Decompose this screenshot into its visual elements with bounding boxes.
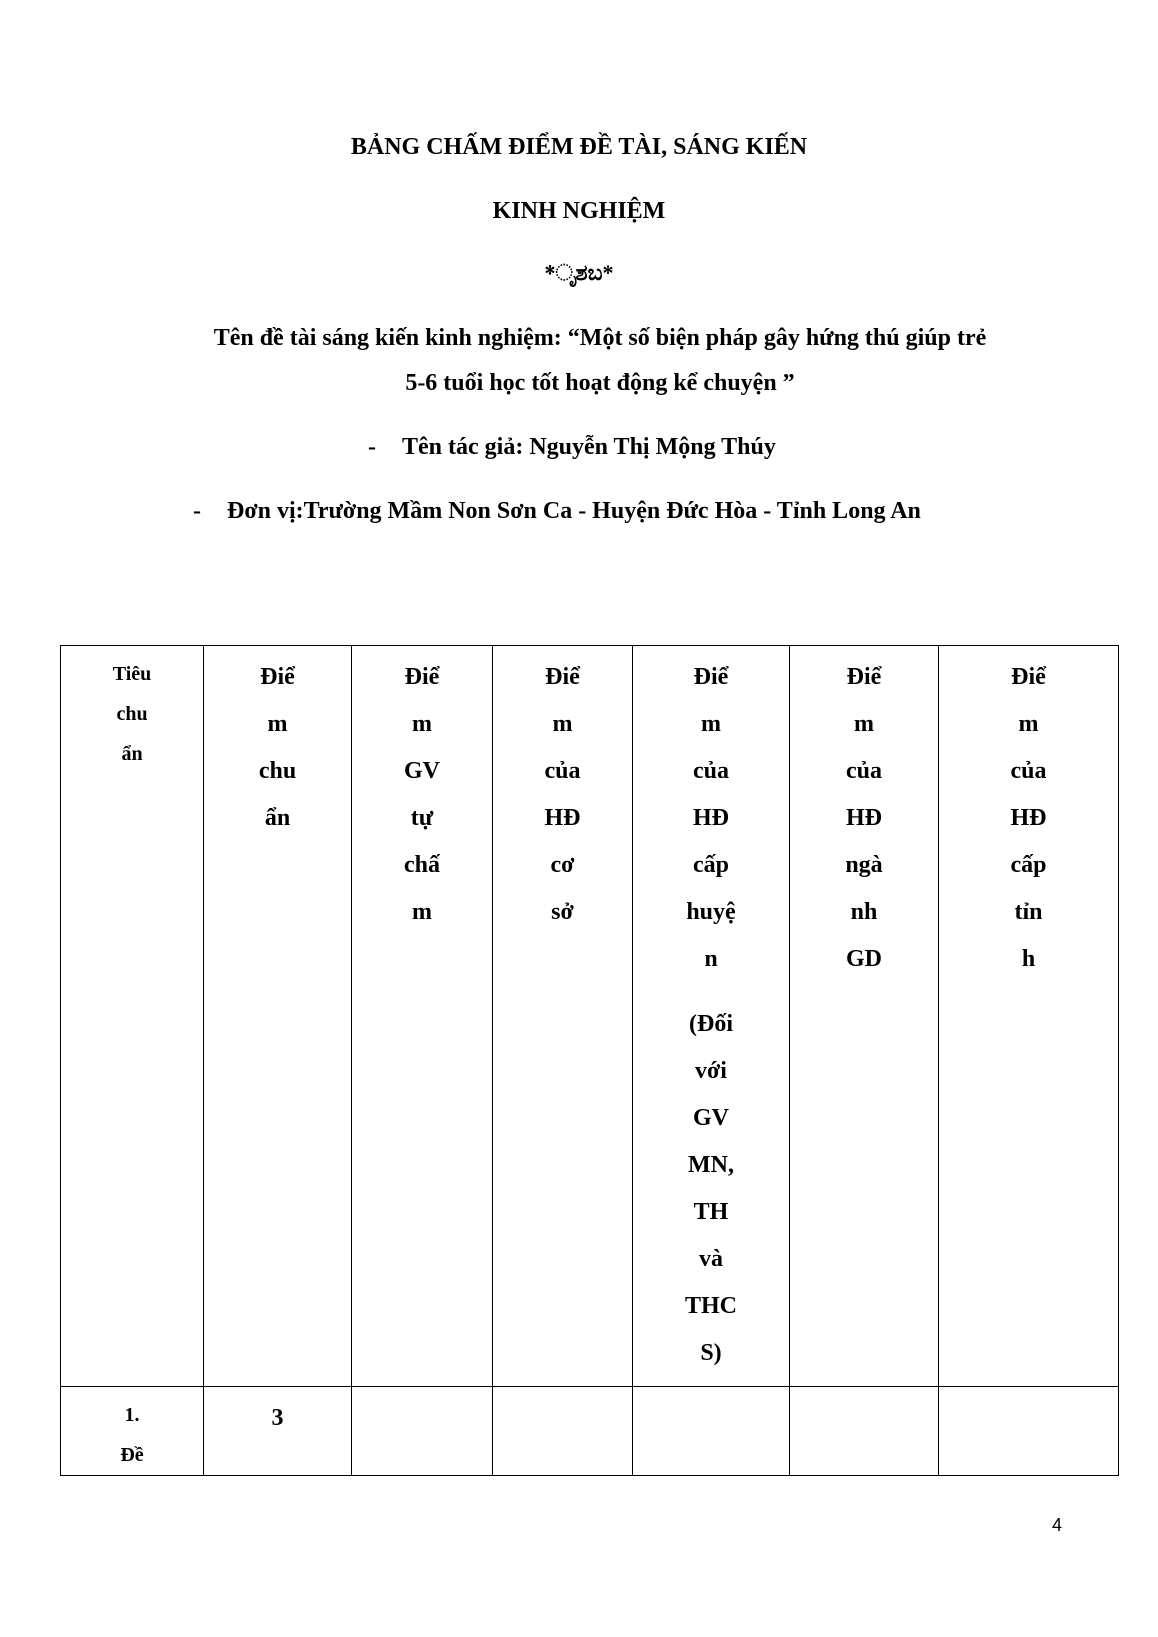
- header-standard-part: m: [267, 711, 288, 737]
- header-huyen-part: m: [701, 711, 721, 737]
- header-nganh-part: ngà: [845, 852, 883, 878]
- header-nganh-part: nh: [850, 899, 878, 925]
- header-province-council-score-text: [939, 654, 1118, 983]
- header-teacher-self-score: [352, 646, 493, 1387]
- unit-line: [193, 496, 921, 526]
- row-standard-score-wrap: [204, 1395, 351, 1442]
- document-title-line-1: BẢNG CHẤM ĐIỂM ĐỀ TÀI, SÁNG KIẾN: [350, 134, 808, 160]
- header-gv-part: Điể: [404, 664, 440, 690]
- header-tinh-part: HĐ: [1010, 805, 1047, 831]
- header-tinh-part: cấp: [1010, 852, 1047, 878]
- header-school-council-score: [493, 646, 633, 1387]
- header-nganh-part: m: [854, 711, 874, 737]
- row-criterion-text: [61, 1395, 203, 1475]
- author-line: [368, 432, 776, 462]
- header-note-part: GV: [693, 1105, 729, 1131]
- header-gv-part: m: [412, 711, 432, 737]
- header-gv-part: GV: [404, 758, 440, 784]
- row-standard-score-cell: [204, 1387, 352, 1476]
- header-tinh-part: Điể: [1011, 664, 1046, 690]
- header-gv-part: chấ: [404, 852, 440, 878]
- unit-dash: -: [193, 498, 201, 524]
- header-gv-part: tự: [410, 805, 434, 831]
- header-district-council-score-text: [633, 654, 789, 983]
- header-huyen-part: n: [704, 946, 718, 972]
- topic-line-2: 5-6 tuổi học tốt hoạt động kể chuyện ”: [405, 370, 795, 396]
- header-huyen-part: HĐ: [693, 805, 729, 831]
- header-criterion-part: Tiêu: [112, 663, 152, 685]
- header-standard-part: ẩn: [264, 805, 291, 831]
- header-tinh-part: tỉn: [1014, 899, 1043, 925]
- table-header-row: [61, 646, 1119, 1387]
- header-note-part: TH: [693, 1199, 729, 1225]
- header-note-part: S): [700, 1340, 722, 1366]
- header-tinh-part: m: [1018, 711, 1039, 737]
- header-huyen-part: huyệ: [686, 899, 736, 925]
- row-standard-score-value: 3: [271, 1405, 284, 1431]
- author-dash: -: [368, 434, 376, 460]
- header-school-council-score-text: [493, 654, 632, 936]
- header-coso-part: cơ: [550, 852, 575, 878]
- header-teacher-self-score-text: [352, 654, 492, 936]
- ornament-divider: *ೃಶಬ*: [544, 260, 614, 285]
- header-tinh-part: của: [1010, 758, 1047, 784]
- header-huyen-part: cấp: [693, 852, 729, 878]
- header-note-part: THC: [684, 1293, 737, 1319]
- header-criterion: [61, 646, 204, 1387]
- header-criterion-part: chu: [116, 703, 148, 725]
- header-note-part: với: [695, 1058, 727, 1084]
- row-education-dept-score-cell[interactable]: [790, 1387, 939, 1476]
- header-note-part: MN,: [688, 1152, 734, 1178]
- header-coso-part: sở: [551, 899, 574, 925]
- header-district-note: [633, 1001, 789, 1377]
- header-education-dept-score: [790, 646, 939, 1387]
- header-nganh-part: của: [846, 758, 882, 784]
- header-criterion-part: ẩn: [121, 743, 143, 765]
- document-title-line-2: KINH NGHIỆM: [492, 198, 666, 224]
- header-standard-score-text: [204, 654, 351, 842]
- header-province-council-score: [939, 646, 1119, 1387]
- score-table: [60, 645, 1119, 1476]
- header-tinh-part: h: [1021, 946, 1036, 972]
- unit-text: Đơn vị:Trường Mầm Non Sơn Ca - Huyện Đức Hòa - Tỉnh Long An: [227, 498, 921, 524]
- header-coso-part: m: [552, 711, 573, 737]
- table-row: [61, 1387, 1119, 1476]
- header-nganh-part: GD: [846, 946, 882, 972]
- topic-line-1: Tên đề tài sáng kiến kinh nghiệm: “Một số biện pháp gây hứng thú giúp trẻ: [213, 325, 987, 351]
- header-coso-part: của: [544, 758, 581, 784]
- header-criterion-text: [61, 654, 203, 774]
- header-coso-part: HĐ: [544, 805, 581, 831]
- header-nganh-part: Điể: [846, 664, 882, 690]
- header-huyen-part: của: [693, 758, 729, 784]
- header-gv-part: m: [412, 899, 432, 925]
- header-huyen-part: Điể: [693, 664, 729, 690]
- row-district-council-score-cell[interactable]: [633, 1387, 790, 1476]
- row-criterion-part: 1.: [124, 1404, 140, 1426]
- page-number: 4: [1052, 1515, 1063, 1535]
- row-province-council-score-cell[interactable]: [939, 1387, 1119, 1476]
- header-note-part: và: [699, 1246, 723, 1272]
- header-nganh-part: HĐ: [846, 805, 882, 831]
- header-note-part: (Đối: [689, 1011, 733, 1037]
- row-criterion-cell: [61, 1387, 204, 1476]
- row-criterion-part: Đề: [120, 1444, 144, 1466]
- row-gv-score-cell[interactable]: [352, 1387, 493, 1476]
- row-school-council-score-cell[interactable]: [493, 1387, 633, 1476]
- header-coso-part: Điể: [545, 664, 580, 690]
- header-standard-part: chu: [258, 758, 297, 784]
- header-education-dept-score-text: [790, 654, 938, 983]
- header-district-council-score: [633, 646, 790, 1387]
- header-standard-score: [204, 646, 352, 1387]
- header-standard-part: Điể: [260, 664, 295, 690]
- author-text: Tên tác giả: Nguyễn Thị Mộng Thúy: [402, 434, 776, 460]
